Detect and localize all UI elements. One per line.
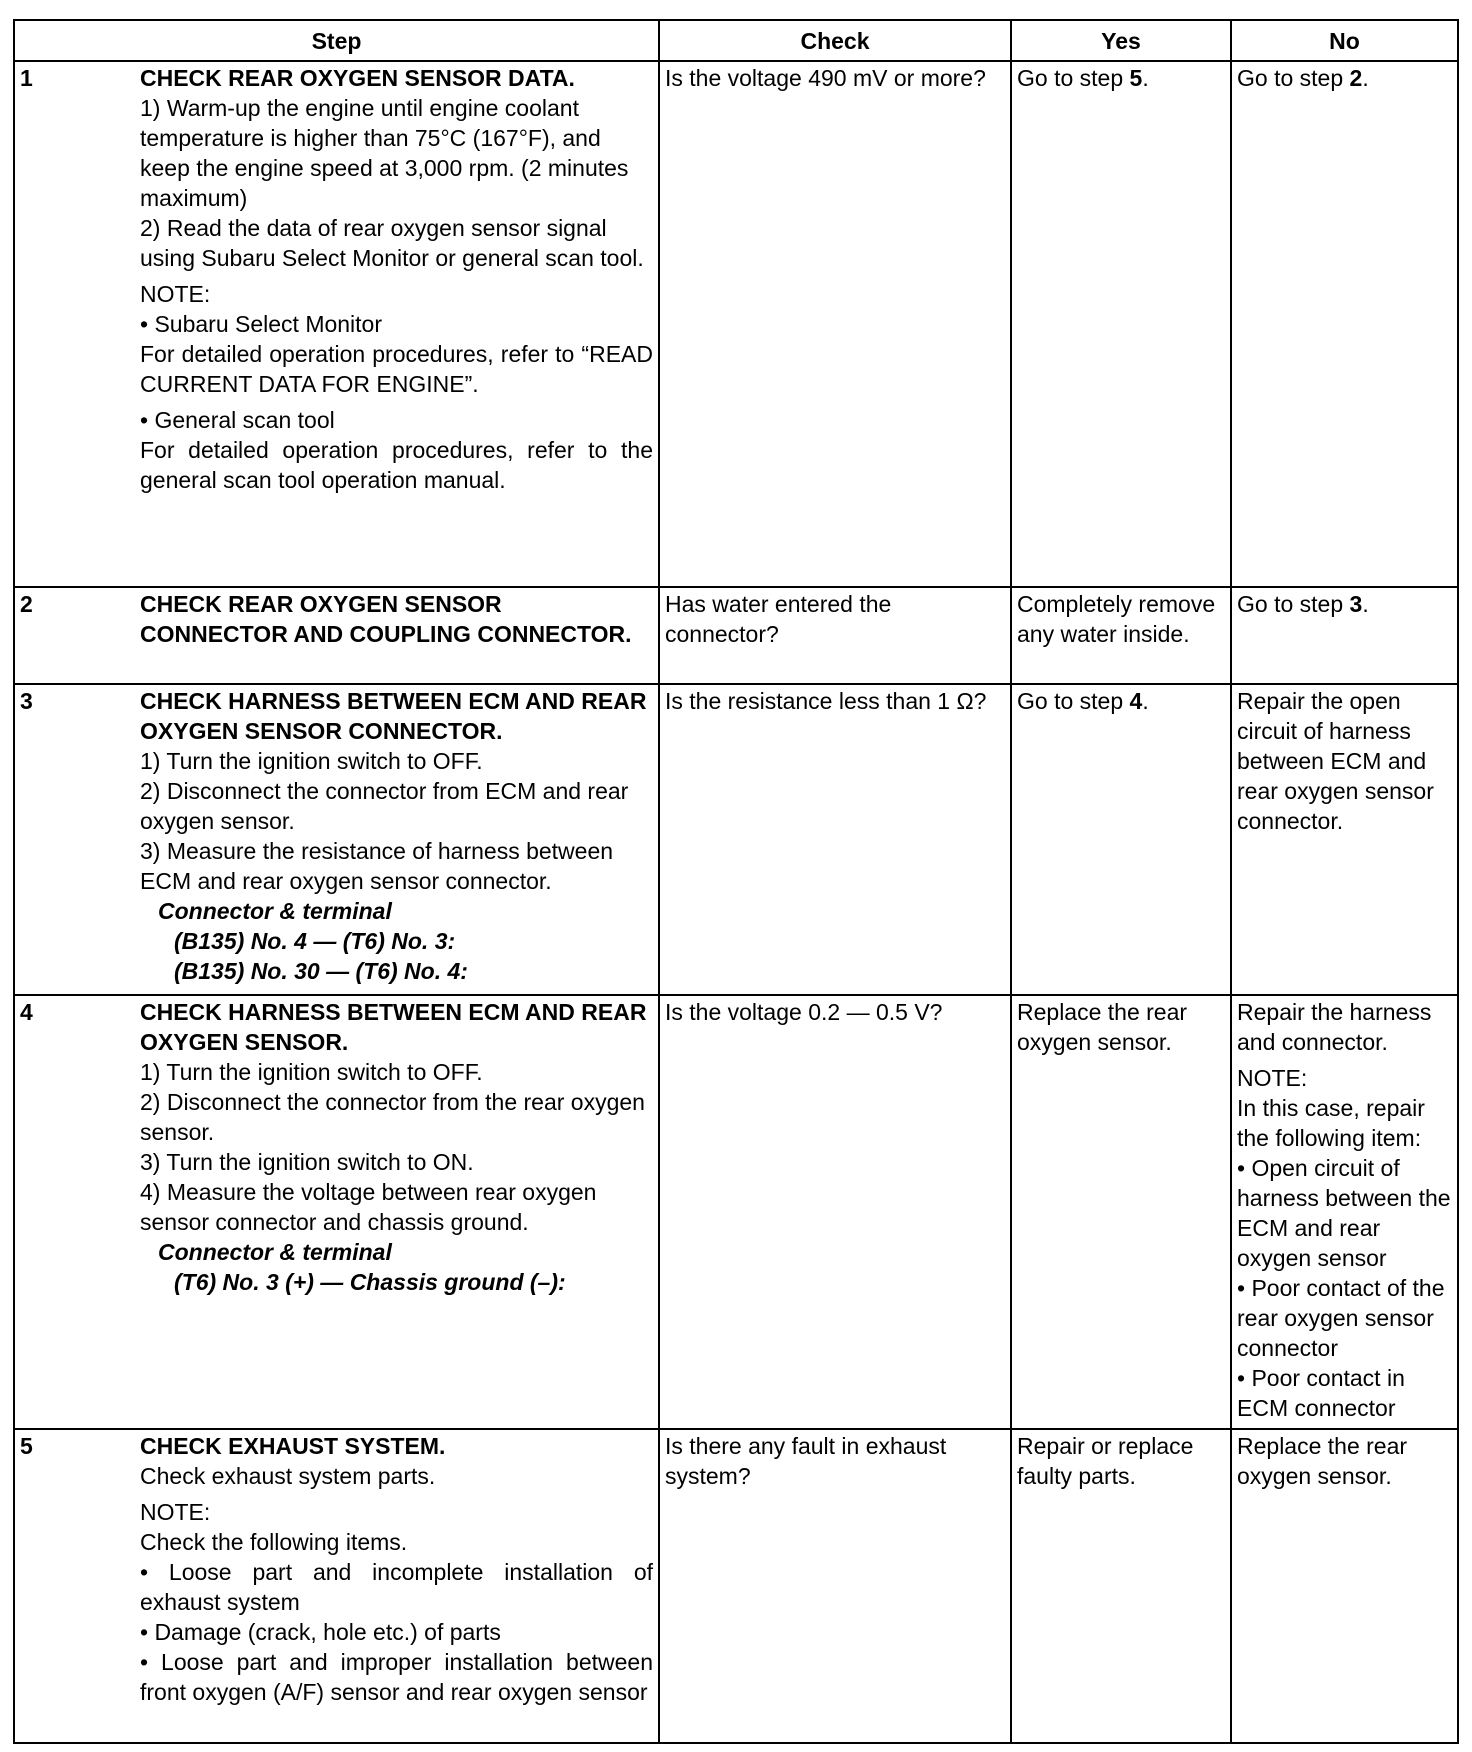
step-cell: [135, 995, 659, 1429]
note-bullet: • Poor contact of the rear oxygen sensor connector: [1237, 1275, 1445, 1361]
note-text: Check the following items.: [140, 1529, 408, 1555]
note-label: NOTE:: [140, 281, 211, 307]
note-bullet: • Loose part and improper installation between front oxygen (A/F) sensor and rear oxygen sensor: [140, 1649, 653, 1705]
no-step-ref: 3: [1349, 591, 1363, 617]
note-text: For detailed operation procedures, refer to the general scan tool operation manual.: [140, 437, 653, 493]
yes-cell: Completely remove any water inside.: [1011, 587, 1231, 684]
no-cell: [1231, 61, 1458, 587]
no-cell: [1231, 587, 1458, 684]
check-cell: Is the voltage 0.2 — 0.5 V?: [659, 995, 1011, 1429]
connector-terminal: (T6) No. 3 (+) — Chassis ground (–):: [174, 1269, 566, 1295]
note-bullet: • Loose part and incomplete installation of exhaust system: [140, 1559, 653, 1615]
step-title: CHECK HARNESS BETWEEN ECM AND REAR OXYGEN SENSOR CONNECTOR.: [140, 688, 647, 744]
yes-text: Go to step: [1017, 65, 1130, 91]
check-cell: Has water entered the connector?: [659, 587, 1011, 684]
check-cell: Is the voltage 490 mV or more?: [659, 61, 1011, 587]
header-yes: Yes: [1011, 20, 1231, 61]
note-bullet: • General scan tool: [140, 407, 335, 433]
step-title: CHECK EXHAUST SYSTEM.: [140, 1433, 446, 1459]
yes-cell: Repair or replace faulty parts.: [1011, 1429, 1231, 1743]
no-text: Go to step: [1237, 65, 1350, 91]
note-text: For detailed operation procedures, refer to “READ CURRENT DATA FOR ENGINE”.: [140, 341, 653, 397]
no-text: Repair the harness and connector.: [1237, 999, 1432, 1055]
connector-heading: Connector & terminal: [158, 1239, 392, 1265]
table-row: [14, 684, 1458, 995]
step-instruction: 3) Measure the resistance of harness between ECM and rear oxygen sensor connector.: [140, 838, 614, 894]
yes-step-ref: 4: [1129, 688, 1143, 714]
check-cell: Is the resistance less than 1 Ω?: [659, 684, 1011, 995]
table-row: [14, 587, 1458, 684]
note-bullet: • Open circuit of harness between the ECM and rear oxygen sensor: [1237, 1155, 1451, 1271]
check-cell: Is there any fault in exhaust system?: [659, 1429, 1011, 1743]
step-number: 2: [14, 587, 135, 684]
no-suffix: .: [1362, 591, 1369, 617]
no-suffix: .: [1362, 65, 1369, 91]
header-step: Step: [14, 20, 659, 61]
yes-text: Go to step: [1017, 688, 1130, 714]
no-cell: Repair the open circuit of harness between ECM and rear oxygen sensor connector.: [1231, 684, 1458, 995]
step-instruction: 1) Turn the ignition switch to OFF.: [140, 748, 483, 774]
no-text: Go to step: [1237, 591, 1350, 617]
step-title: CHECK REAR OXYGEN SENSOR CONNECTOR AND COUPLING CONNECTOR.: [140, 591, 632, 647]
note-bullet: • Damage (crack, hole etc.) of parts: [140, 1619, 501, 1645]
step-instruction: 2) Read the data of rear oxygen sensor signal using Subaru Select Monitor or general scan tool.: [140, 215, 644, 271]
yes-suffix: .: [1142, 688, 1149, 714]
table-row: [14, 61, 1458, 587]
note-bullet: • Subaru Select Monitor: [140, 311, 383, 337]
note-bullet: • Poor contact in ECM connector: [1237, 1365, 1405, 1421]
connector-terminal: (B135) No. 30 — (T6) No. 4:: [174, 958, 468, 984]
step-instruction: 1) Turn the ignition switch to OFF.: [140, 1059, 483, 1085]
yes-cell: Replace the rear oxygen sensor.: [1011, 995, 1231, 1429]
no-cell: Replace the rear oxygen sensor.: [1231, 1429, 1458, 1743]
step-number: 1: [14, 61, 135, 587]
step-cell: [135, 61, 659, 587]
yes-cell: [1011, 684, 1231, 995]
note-label: NOTE:: [1237, 1065, 1308, 1091]
step-number: 5: [14, 1429, 135, 1743]
yes-suffix: .: [1142, 65, 1149, 91]
step-cell: [135, 684, 659, 995]
yes-cell: [1011, 61, 1231, 587]
step-instruction: 2) Disconnect the connector from ECM and rear oxygen sensor.: [140, 778, 629, 834]
connector-heading: Connector & terminal: [158, 898, 392, 924]
note-text: In this case, repair the following item:: [1237, 1095, 1425, 1151]
connector-terminal: (B135) No. 4 — (T6) No. 3:: [174, 928, 456, 954]
table-row: [14, 995, 1458, 1429]
no-step-ref: 2: [1349, 65, 1363, 91]
header-no: No: [1231, 20, 1458, 61]
step-instruction: 3) Turn the ignition switch to ON.: [140, 1149, 474, 1175]
step-number: 4: [14, 995, 135, 1429]
step-cell: [135, 587, 659, 684]
table-row: [14, 1429, 1458, 1743]
no-cell: [1231, 995, 1458, 1429]
step-cell: [135, 1429, 659, 1743]
step-number: 3: [14, 684, 135, 995]
step-instruction: 4) Measure the voltage between rear oxygen sensor connector and chassis ground.: [140, 1179, 597, 1235]
header-check: Check: [659, 20, 1011, 61]
note-label: NOTE:: [140, 1499, 211, 1525]
step-instruction: 2) Disconnect the connector from the rear oxygen sensor.: [140, 1089, 645, 1145]
yes-step-ref: 5: [1129, 65, 1143, 91]
step-title: CHECK HARNESS BETWEEN ECM AND REAR OXYGEN SENSOR.: [140, 999, 647, 1055]
step-instruction: 1) Warm-up the engine until engine coolant temperature is higher than 75°C (167°F), and keep the engine speed at 3,000 rpm. (2 minutes maximum): [140, 95, 629, 211]
step-instruction: Check exhaust system parts.: [140, 1463, 436, 1489]
step-title: CHECK REAR OXYGEN SENSOR DATA.: [140, 65, 575, 91]
table-header-row: [14, 20, 1458, 61]
diagnostic-table: [13, 19, 1459, 1744]
